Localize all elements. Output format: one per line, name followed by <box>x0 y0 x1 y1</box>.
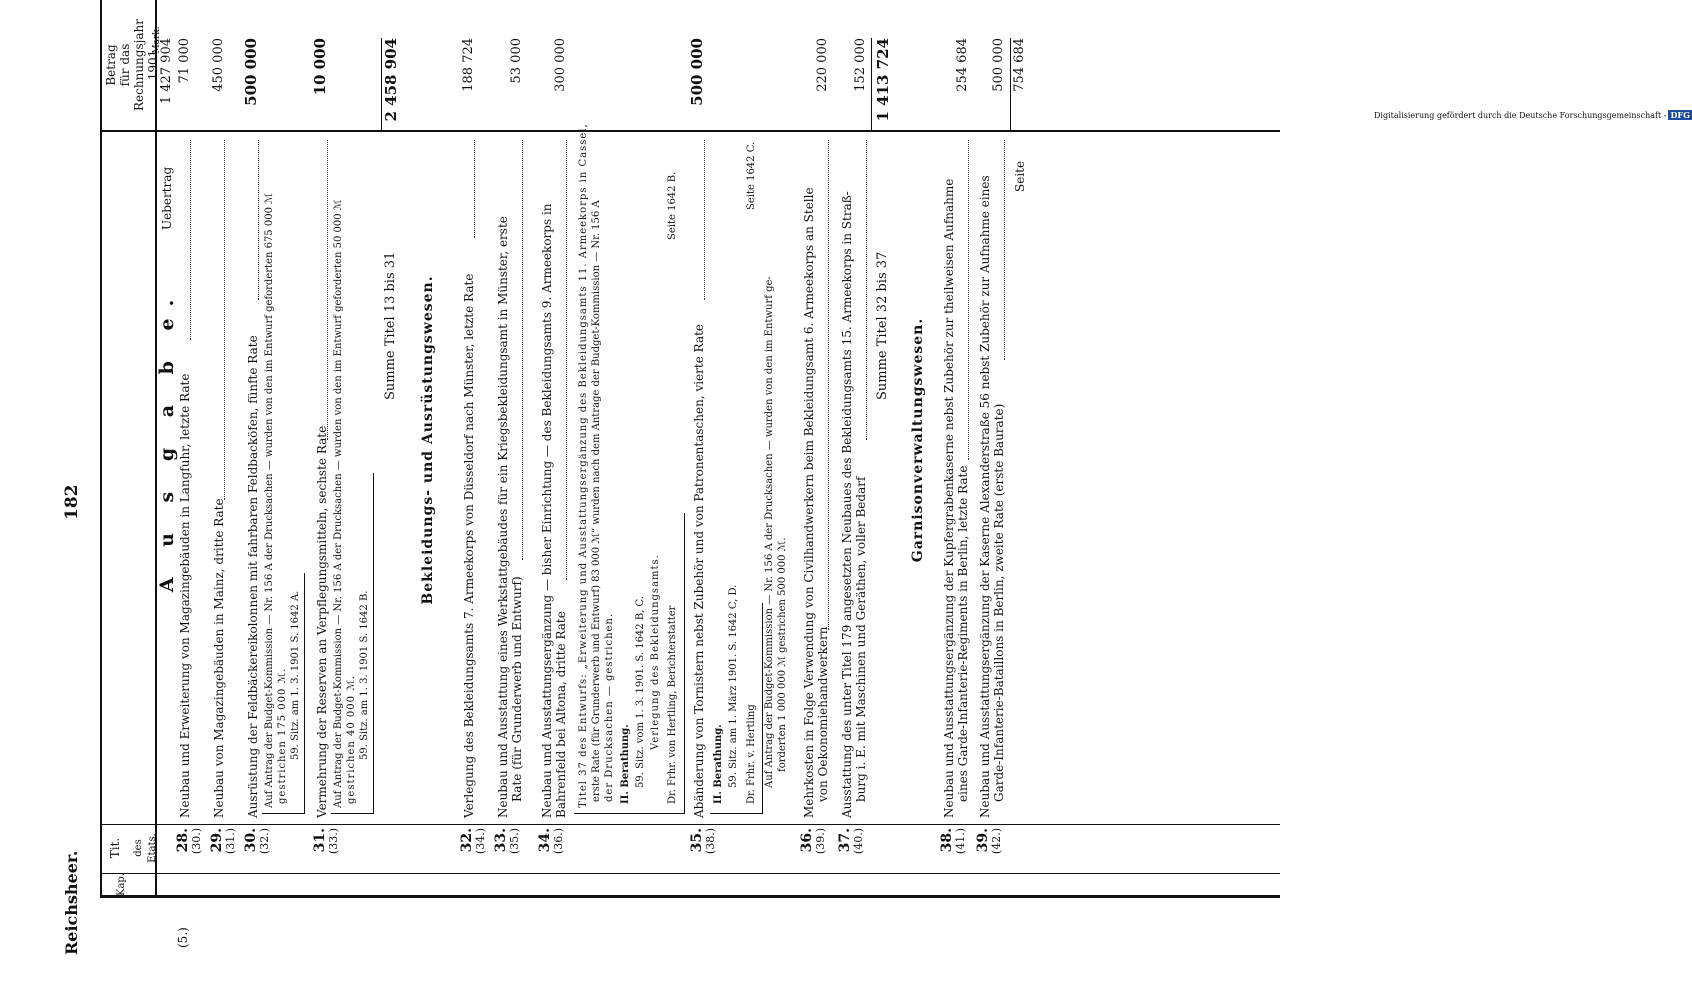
titel-38-number: 38. <box>939 828 955 853</box>
titel-39-amount: 500 000 <box>991 38 1006 92</box>
titel-30-amount: 500 000 <box>242 38 260 106</box>
titel-35-number: 35. <box>689 828 705 853</box>
titel-39-old-number: (42.) <box>990 828 1003 855</box>
titel-37-old-number: (40.) <box>852 828 865 855</box>
titel-34-old-number: (36.) <box>552 828 565 855</box>
titel-32-old-number: (34.) <box>474 828 487 855</box>
titel-37-number: 37. <box>837 828 853 853</box>
titel-38-text-1: Neubau und Ausstattungsergänzung der Kupfergrabenkaserne nebst Zubehör zur theilweisen Aufnahme <box>942 178 956 818</box>
titel-34-amount: 300 000 <box>553 38 568 92</box>
sum-1-amount: 2 458 904 <box>382 38 400 122</box>
left-rule <box>100 895 1280 898</box>
titel-29-leader <box>224 140 225 500</box>
titel-36-text-2: von Oekonomiehandwerkern <box>816 626 830 802</box>
titel-30-leader <box>258 140 259 300</box>
titel-31-leader <box>327 140 328 440</box>
titel-39-leader <box>1004 140 1005 360</box>
titel-30-note-1: Auf Antrag der Budget-Kommission — Nr. 156 A der Drucksachen — wurden von den im Entwurf geforderten 675 000 ℳ <box>264 193 275 808</box>
titel-30-number: 30. <box>243 828 259 853</box>
titel-35-leader <box>704 140 705 300</box>
titel-37-amount: 152 000 <box>853 38 868 92</box>
titel-35-old-number: (38.) <box>704 828 717 855</box>
section-title: A u s g a b e. <box>156 287 178 593</box>
titel-35-note-6: forderten 1 000 000 ℳ gestrichen 500 000 ℳ. <box>777 537 788 772</box>
titel-34-text-2: Bahrenfeld bei Altona, dritte Rate <box>554 611 568 818</box>
titel-31-amount: 10 000 <box>311 38 329 96</box>
titel-36-number: 36. <box>799 828 815 853</box>
titel-37-leader <box>866 140 867 440</box>
titel-39-text-1: Neubau und Ausstattungsergänzung der Kaserne Alexanderstraße 56 nebst Zubehör zur Aufnahme eines <box>978 175 992 818</box>
seite-amount: 754 684 <box>1012 38 1027 92</box>
titel-38-leader <box>968 140 969 460</box>
titel-32-number: 32. <box>459 828 475 853</box>
titel-34-note-5: 59. Sitz. vom 1. 3. 1901. S. 1642 B, C. <box>635 595 646 788</box>
titel-35-note-5: Auf Antrag der Budget-Kommission — Nr. 156 A der Drucksachen — wurden von den im Entwurf ge- <box>764 276 775 788</box>
titel-28-old-number: (30.) <box>190 828 203 855</box>
titel-31-note-2: gestrichen 40 000 ℳ. <box>346 674 357 804</box>
titel-34-leader <box>566 140 567 580</box>
betrag-line-3: Rechnungsjahr <box>132 19 146 111</box>
titel-31-old-number: (33.) <box>327 828 340 855</box>
page-number: 182 <box>62 484 82 520</box>
titel-31-text: Vermehrung der Reserven an Verpflegungsmitteln, sechste Rate <box>315 425 329 818</box>
titel-39-number: 39. <box>975 828 991 853</box>
titel-35-text: Abänderung von Tornistern nebst Zubehör und von Patronentaschen, vierte Rate <box>692 323 706 818</box>
titel-35-note-2: 59. Sitz. am 1. März 1901. S. 1642 C, D. <box>728 584 739 788</box>
titel-33-old-number: (35.) <box>508 828 521 855</box>
titel-36-leader <box>828 140 829 630</box>
titel-28-number: 28. <box>175 828 191 853</box>
titel-32-text: Verlegung des Bekleidungsamts 7. Armeekorps von Düsseldorf nach Münster, letzte Rate <box>462 273 476 818</box>
titel-33-amount: 53 000 <box>509 38 524 84</box>
titel-38-old-number: (41.) <box>954 828 967 855</box>
titel-31-number: 31. <box>312 828 328 853</box>
titel-34-note-1: Titel 37 des Entwurfs: „Erweiterung und Ausstattungsergänzung des Bekleidungsamts 11. Armeekorps in Cassel, <box>578 123 589 808</box>
titel-36-amount: 220 000 <box>815 38 830 92</box>
titel-29-text: Neubau von Magazingebäuden in Mainz, dritte Rate <box>212 498 226 818</box>
seite-label: Seite <box>1013 160 1027 192</box>
titel-34-note-7: Dr. Frhr. von Hertling, Berichterstatter <box>667 605 678 804</box>
titel-34-text-1: Neubau und Ausstattungsergänzung — bisher Einrichtung — des Bekleidungsamts 9. Armeekorps in <box>540 203 554 818</box>
titel-37-text-2: burg i. E. mit Maschinen und Geräthen, voller Bedarf <box>854 476 868 802</box>
titel-30-note-3: 59. Sitz. am 1. 3. 1901 S. 1642 A. <box>290 590 301 760</box>
titel-37-text-1: Ausstattung des unter Titel 179 angesetzten Neubaues des Bekleidungsamts 15. Armeekorps in Straß- <box>840 191 854 818</box>
titel-32-leader <box>474 140 475 238</box>
kap-number: (5.) <box>176 927 190 948</box>
garnison-section-title: Garnisonverwaltungswesen. <box>910 317 926 563</box>
titel-33-number: 33. <box>493 828 509 853</box>
sum-2-rule <box>871 38 872 130</box>
sum-2-amount: 1 413 724 <box>874 38 892 122</box>
tit-text-rule <box>100 824 1280 825</box>
titel-38-text-2: eines Garde-Infanterie-Regiments in Berlin, letzte Rate <box>956 465 970 802</box>
titel-33-text-2: Rate (für Grunderwerb und Entwurf) <box>510 576 524 802</box>
dfg-logo: DFG <box>1670 110 1690 120</box>
titel-28-leader <box>190 140 191 340</box>
titel-35-note-1: II. Berathung. <box>713 724 724 804</box>
titel-34-note-2: erste Rate (für Grunderwerb und Entwurf) 83 000 ℳ“ wurden nach dem Antrage der Budget-Kommission — Nr. 156 A <box>591 200 602 802</box>
titel-33-leader <box>522 140 523 560</box>
titel-29-number: 29. <box>209 828 225 853</box>
seite-rule <box>1010 38 1011 130</box>
titel-34-note-6: Verlegung des Bekleidungsamts. <box>650 554 661 750</box>
kap-tit-rule <box>100 873 1280 874</box>
titel-36-old-number: (39.) <box>814 828 827 855</box>
titel-35-amount: 500 000 <box>688 38 706 106</box>
titel-33-text-1: Neubau und Ausstattung eines Werkstattgebäudes für ein Kriegsbekleidungsamt in Münster, erste <box>496 216 510 818</box>
titel-34-number: 34. <box>537 828 553 853</box>
header-top-rule <box>100 0 102 898</box>
titel-29-old-number: (31.) <box>224 828 237 855</box>
titel-30-note-2: gestrichen 175 000 ℳ. <box>277 667 288 804</box>
col-mark-header: Mark. <box>152 26 162 54</box>
amount-rule <box>100 130 1280 132</box>
titel-32-amount: 188 724 <box>461 38 476 92</box>
sum-1-label: Summe Titel 13 bis 31 <box>383 251 398 400</box>
titel-36-text-1: Mehrkosten in Folge Verwendung von Civilhandwerkern beim Bekleidungsamt 6. Armeekorps an Stelle <box>802 187 816 818</box>
titel-31-note-3: 59. Sitz. am 1. 3. 1901 S. 1642 B. <box>359 590 370 760</box>
digitization-credit-text: Digitalisierung gefördert durch die Deutsche Forschungsgemeinschaft - <box>1374 111 1667 120</box>
betrag-line-1: Betrag <box>104 44 118 86</box>
digitization-credit <box>1374 110 1692 120</box>
titel-29-amount: 450 000 <box>211 38 226 92</box>
titel-35-note-3: Dr. Frhr. v. Hertling <box>746 704 757 804</box>
betrag-line-4: 1901 <box>146 49 160 81</box>
sum-2-label: Summe Titel 32 bis 37 <box>875 251 890 400</box>
uebertrag-amount: 1 427 904 <box>159 38 174 105</box>
titel-34-note-3: der Drucksachen — gestrichen. <box>604 612 615 802</box>
titel-30-old-number: (32.) <box>258 828 271 855</box>
col-des-etats-header: des Etats. <box>133 833 158 863</box>
uebertrag-label: Uebertrag <box>160 166 174 230</box>
titel-35-note-4: Seite 1642 C. <box>746 141 757 210</box>
titel-34-note-8: Seite 1642 B. <box>667 171 678 240</box>
titel-39-text-2: Garde-Infanterie-Bataillons in Berlin, zweite Rate (erste Baurate) <box>992 403 1006 802</box>
bekleidung-section-title: Bekleidungs- und Ausrüstungswesen. <box>420 275 436 605</box>
titel-31-note-1: Auf Antrag der Budget-Kommission — Nr. 156 A der Drucksachen — wurden von den im Entwurf geforderten 50 000 ℳ <box>333 199 344 808</box>
running-head: Reichsheer. <box>62 850 81 955</box>
titel-34-note-4: II. Berathung. <box>620 724 631 804</box>
titel-28-text: Neubau und Erweiterung von Magazingebäuden in Langfuhr, letzte Rate <box>178 373 192 818</box>
titel-30-text: Ausrüstung der Feldbäckereikolonnen mit fahrbaren Feldbacköfen, fünfte Rate <box>246 335 260 818</box>
titel-28-amount: 71 000 <box>177 38 192 84</box>
col-tit-header: Tit. <box>108 837 122 859</box>
betrag-line-2: für das <box>118 43 132 87</box>
titel-38-amount: 254 684 <box>955 38 970 92</box>
col-kap-header: Kap. <box>116 872 127 896</box>
